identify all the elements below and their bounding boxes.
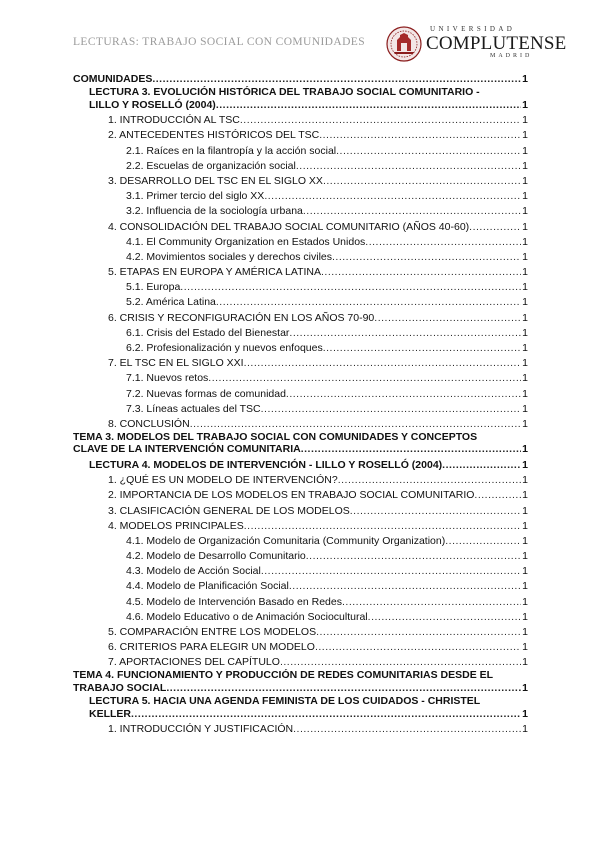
toc-entry-escuelas[interactable]: 2.2. Escuelas de organización social ..... 1 <box>126 157 528 172</box>
toc-entry-modelo-planificacion[interactable]: 4.4. Modelo de Planificación Social ..... 1 <box>126 577 528 592</box>
toc-entry-antecedentes[interactable]: 2. ANTECEDENTES HISTÓRICOS DEL TSC ..... 1 <box>108 126 528 141</box>
toc-entry-lectura-5[interactable]: LECTURA 5. HACIA UNA AGENDA FEMINISTA DE LOS CUIDADOS - CHRISTEL KELLER ..... 1 <box>89 695 528 720</box>
header-title: LECTURAS: TRABAJO SOCIAL CON COMUNIDADES <box>73 36 366 48</box>
toc-entry-introduccion-tsc[interactable]: 1. INTRODUCCIÓN AL TSC ..... 1 <box>108 111 528 126</box>
toc-entry-raices[interactable]: 2.1. Raíces en la filantropía y la acción social ..... 1 <box>126 141 528 156</box>
toc-entry-clasificacion[interactable]: 3. CLASIFICACIÓN GENERAL DE LOS MODELOS ..... 1 <box>108 501 528 516</box>
university-seal-icon <box>386 26 422 62</box>
toc-entry-desarrollo-siglo-xx[interactable]: 3. DESARROLLO DEL TSC EN EL SIGLO XX ..... 1 <box>108 172 528 187</box>
university-logo <box>386 24 567 62</box>
toc-entry-modelo-accion[interactable]: 4.3. Modelo de Acción Social ..... 1 <box>126 562 528 577</box>
logo-main-text: COMPLUTENSE <box>426 33 567 54</box>
logo-bottom-text: MADRID <box>490 53 533 59</box>
table-of-contents <box>0 70 600 735</box>
toc-entry-tema-4[interactable]: TEMA 4. FUNCIONAMIENTO Y PRODUCCIÓN DE REDES COMUNITARIAS DESDE EL TRABAJO SOCIAL ..... 1 <box>73 669 528 694</box>
toc-entry-conclusion[interactable]: 8. CONCLUSIÓN ..... 1 <box>108 415 528 430</box>
logo-top-text: UNIVERSIDAD <box>430 25 516 33</box>
toc-entry-community-organization[interactable]: 4.1. El Community Organization en Estados Unidos ..... 1 <box>126 233 528 248</box>
toc-entry-profesionalizacion[interactable]: 6.2. Profesionalización y nuevos enfoques ..... 1 <box>126 339 528 354</box>
toc-entry-primer-tercio[interactable]: 3.1. Primer tercio del siglo XX ..... 1 <box>126 187 528 202</box>
toc-entry-comunidades[interactable]: COMUNIDADES ..... 1 <box>73 70 528 85</box>
toc-entry-lectura-4[interactable]: LECTURA 4. MODELOS DE INTERVENCIÓN - LILLO Y ROSELLÓ (2004) ..... 1 <box>89 456 528 471</box>
toc-entry-siglo-xxi[interactable]: 7. EL TSC EN EL SIGLO XXI ..... 1 <box>108 354 528 369</box>
toc-entry-crisis-bienestar[interactable]: 6.1. Crisis del Estado del Bienestar ..... 1 <box>126 324 528 339</box>
page-header <box>0 0 600 68</box>
toc-entry-modelo-redes[interactable]: 4.5. Modelo de Intervención Basado en Redes ..... 1 <box>126 592 528 607</box>
toc-entry-criterios[interactable]: 6. CRITERIOS PARA ELEGIR UN MODELO ..... 1 <box>108 638 528 653</box>
toc-entry-nuevas-formas[interactable]: 7.2. Nuevas formas de comunidad ..... 1 <box>126 384 528 399</box>
toc-entry-modelos-principales[interactable]: 4. MODELOS PRINCIPALES ..... 1 <box>108 517 528 532</box>
toc-entry-comparacion[interactable]: 5. COMPARACIÓN ENTRE LOS MODELOS ..... 1 <box>108 623 528 638</box>
toc-entry-introduccion-justificacion[interactable]: 1. INTRODUCCIÓN Y JUSTIFICACIÓN ..... 1 <box>108 720 528 735</box>
toc-entry-lineas-actuales[interactable]: 7.3. Líneas actuales del TSC ..... 1 <box>126 400 528 415</box>
toc-entry-lectura-3[interactable]: LECTURA 3. EVOLUCIÓN HISTÓRICA DEL TRABAJO SOCIAL COMUNITARIO - LILLO Y ROSELLÓ (2004) ..... 1 <box>89 86 528 111</box>
toc-entry-modelo-organizacion[interactable]: 4.1. Modelo de Organización Comunitaria (Community Organization) ..... 1 <box>126 532 528 547</box>
toc-entry-etapas-europa[interactable]: 5. ETAPAS EN EUROPA Y AMÉRICA LATINA ..... 1 <box>108 263 528 278</box>
toc-entry-america-latina[interactable]: 5.2. América Latina ..... 1 <box>126 293 528 308</box>
toc-entry-movimientos-sociales[interactable]: 4.2. Movimientos sociales y derechos civiles ..... 1 <box>126 248 528 263</box>
toc-entry-consolidacion[interactable]: 4. CONSOLIDACIÓN DEL TRABAJO SOCIAL COMUNITARIO (AÑOS 40-60) ..... 1 <box>108 217 528 232</box>
toc-entry-nuevos-retos[interactable]: 7.1. Nuevos retos ..... 1 <box>126 369 528 384</box>
toc-entry-modelo-desarrollo[interactable]: 4.2. Modelo de Desarrollo Comunitario ..... 1 <box>126 547 528 562</box>
toc-entry-crisis[interactable]: 6. CRISIS Y RECONFIGURACIÓN EN LOS AÑOS 70-90 ..... 1 <box>108 308 528 323</box>
toc-entry-modelo-educativo[interactable]: 4.6. Modelo Educativo o de Animación Sociocultural ..... 1 <box>126 608 528 623</box>
toc-entry-aportaciones[interactable]: 7. APORTACIONES DEL CAPÍTULO ..... 1 <box>108 653 528 668</box>
toc-entry-que-es-modelo[interactable]: 1. ¿QUÉ ES UN MODELO DE INTERVENCIÓN? ..... 1 <box>108 471 528 486</box>
toc-entry-importancia-modelos[interactable]: 2. IMPORTANCIA DE LOS MODELOS EN TRABAJO SOCIAL COMUNITARIO ..... 1 <box>108 486 528 501</box>
toc-entry-europa[interactable]: 5.1. Europa ..... 1 <box>126 278 528 293</box>
toc-entry-tema-3[interactable]: TEMA 3. MODELOS DEL TRABAJO SOCIAL CON COMUNIDADES Y CONCEPTOS CLAVE DE LA INTERVENCIÓN COMUNITARIA ..... 1 <box>73 431 528 456</box>
toc-entry-sociologia-urbana[interactable]: 3.2. Influencia de la sociología urbana ..... 1 <box>126 202 528 217</box>
